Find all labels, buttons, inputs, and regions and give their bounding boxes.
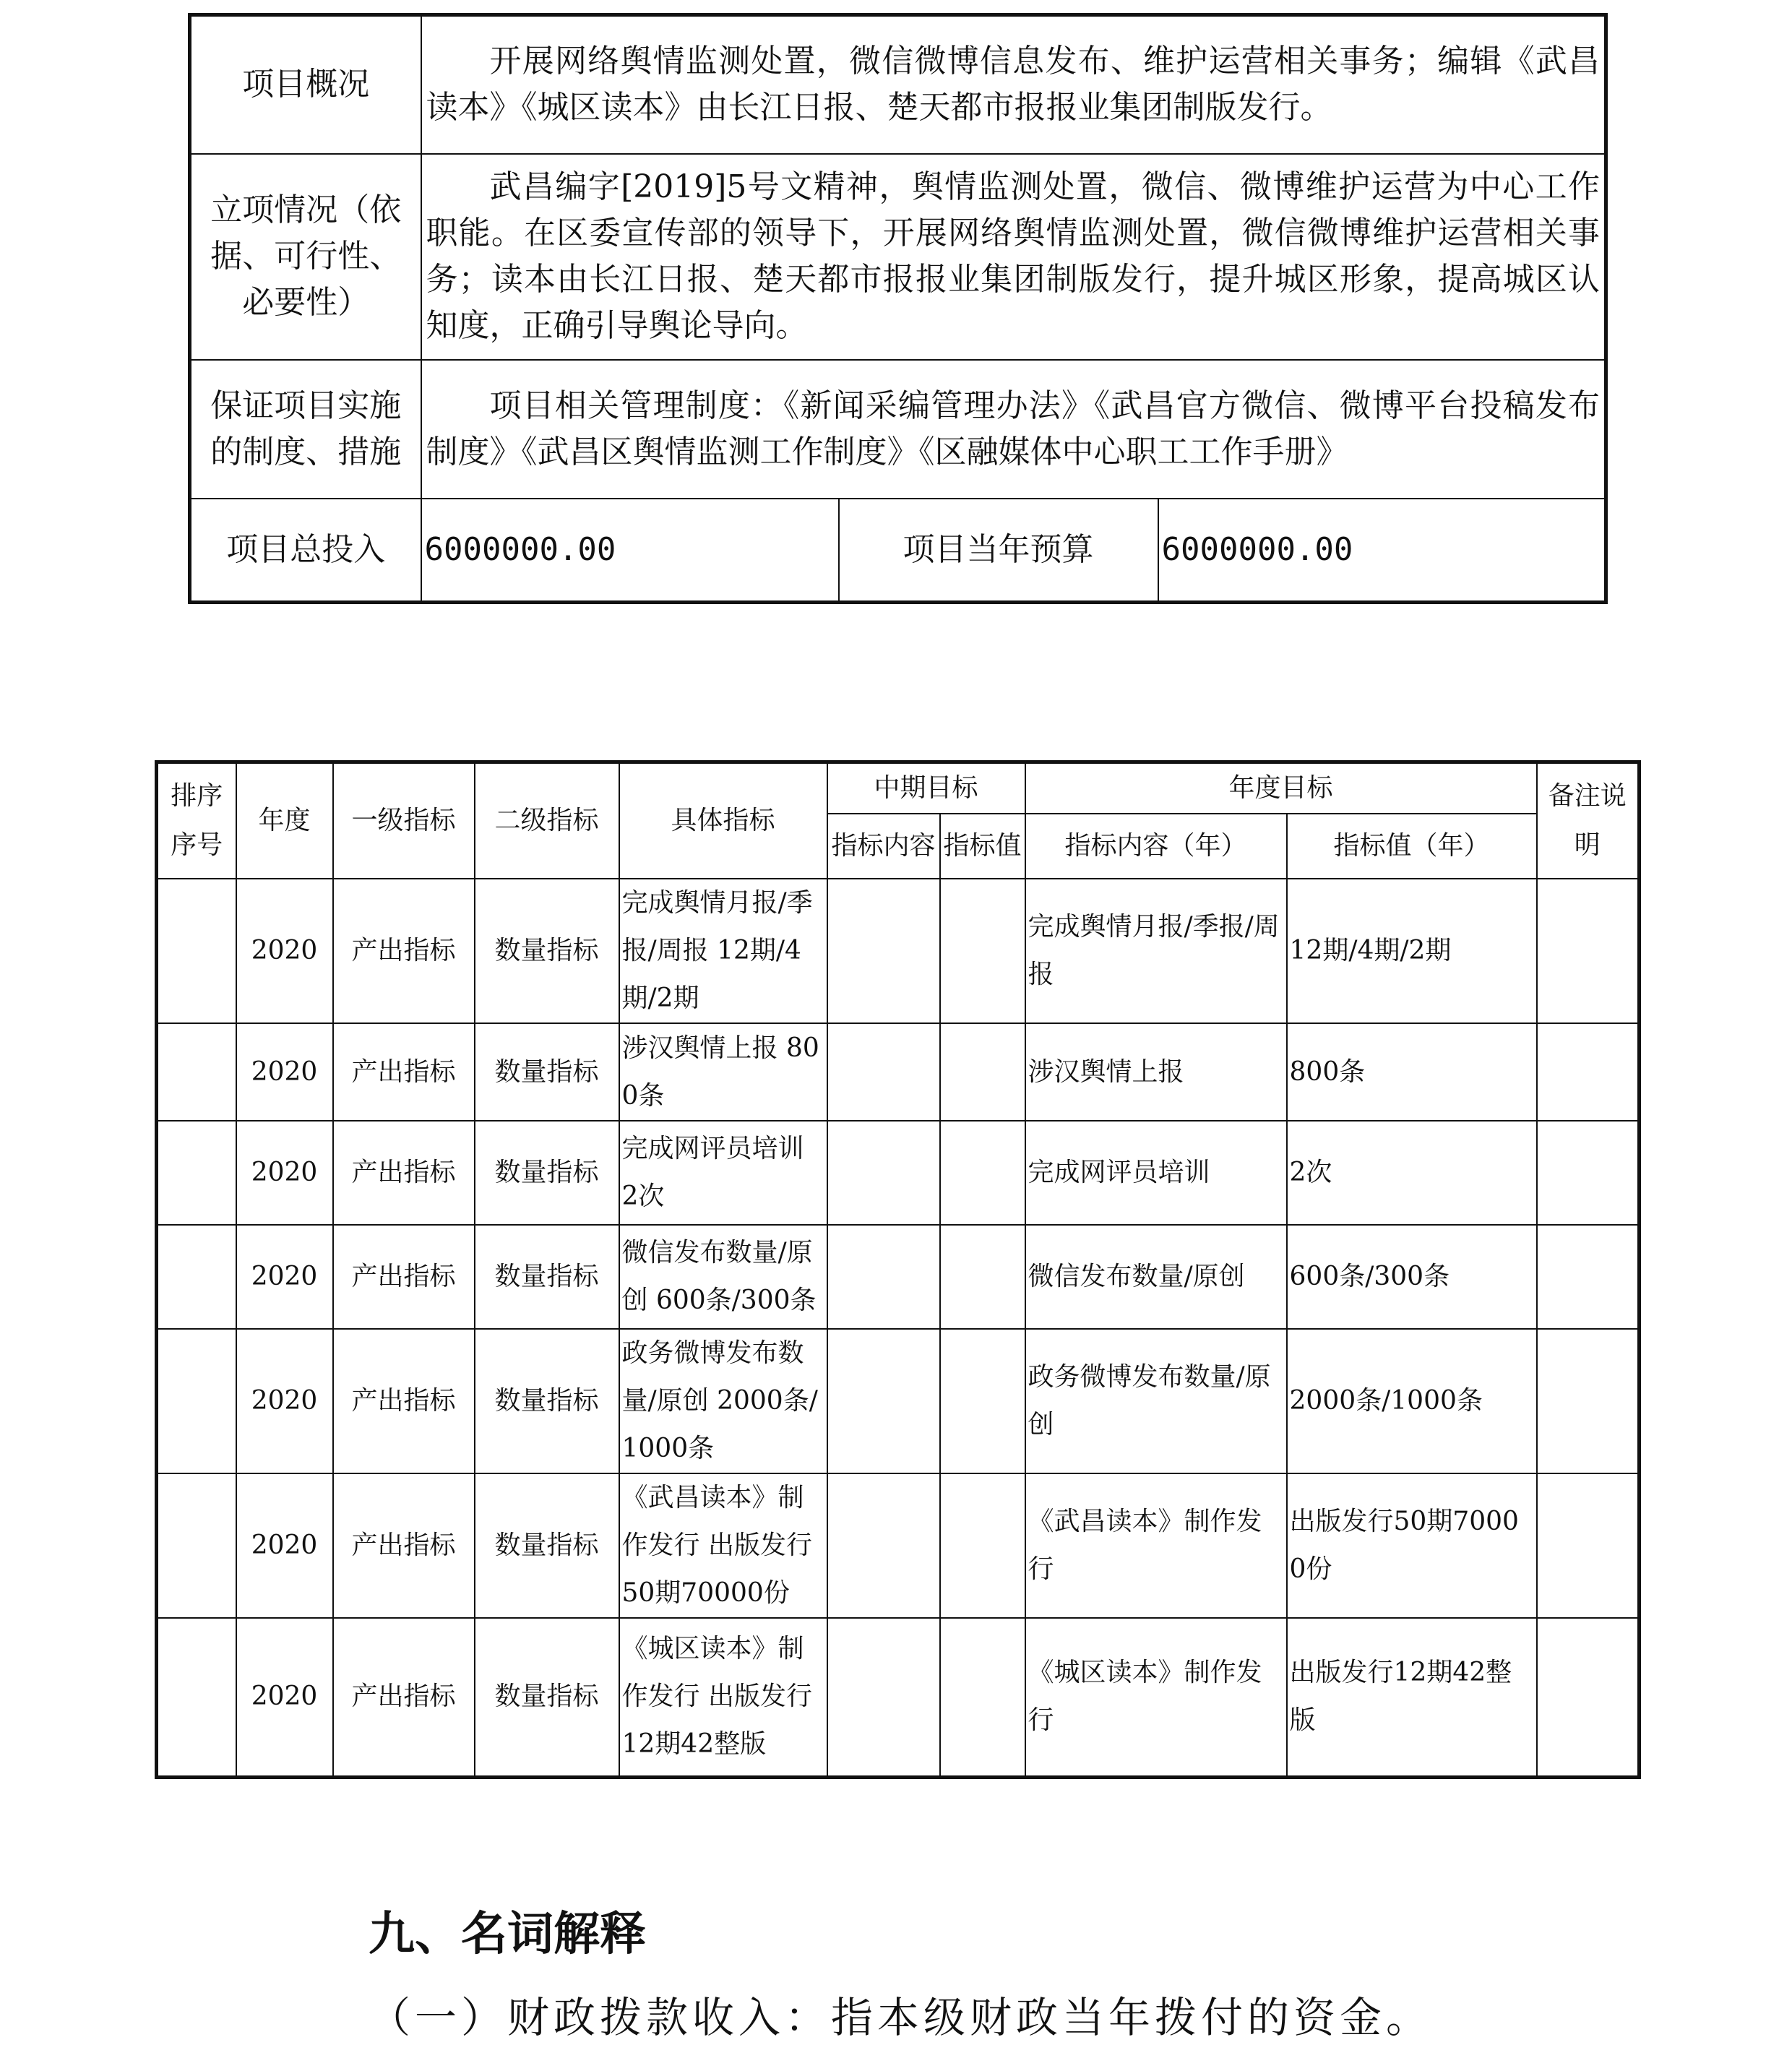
remarks-cell: [1537, 1618, 1640, 1777]
annual-content-cell: 完成网评员培训: [1025, 1121, 1287, 1225]
remarks-cell: [1537, 1121, 1640, 1225]
specific-cell: 《城区读本》制作发行 出版发行12期42整版: [619, 1618, 827, 1777]
mid-value-cell: [940, 1618, 1025, 1777]
level2-cell: 数量指标: [475, 1225, 619, 1329]
annual-content-cell: 涉汉舆情上报: [1025, 1023, 1287, 1121]
basis-text: 武昌编字[2019]5号文精神，舆情监测处置，微信、微博维护运营为中心工作职能。在区委宣传部的领导下，开展网络舆情监测处置，微信微博维护运营相关事务；读本由长江日报、楚天都市报报业集团制版发行，提升城区形象，提高城区认知度，正确引导舆论导向。: [421, 154, 1606, 360]
mid-value-cell: [940, 879, 1025, 1023]
header-specific: 具体指标: [619, 762, 827, 879]
level1-cell: 产出指标: [333, 1473, 475, 1618]
annual-budget-label: 项目当年预算: [839, 499, 1158, 603]
seq-cell: [157, 1225, 236, 1329]
table-row: [157, 1618, 1640, 1777]
header-annual-content: 指标内容（年）: [1025, 814, 1287, 879]
seq-cell: [157, 879, 236, 1023]
table-row: [157, 1121, 1640, 1225]
year-cell: 2020: [236, 1329, 333, 1473]
mid-value-cell: [940, 1023, 1025, 1121]
table-row: [157, 1329, 1640, 1473]
level2-cell: 数量指标: [475, 1023, 619, 1121]
mid-content-cell: [827, 1121, 940, 1225]
table-row: [157, 1023, 1640, 1121]
level2-cell: 数量指标: [475, 1329, 619, 1473]
table-row: [157, 1225, 1640, 1329]
performance-target-table: [155, 760, 1641, 1779]
year-cell: 2020: [236, 1225, 333, 1329]
specific-cell: 《武昌读本》制作发行 出版发行50期70000份: [619, 1473, 827, 1618]
year-cell: 2020: [236, 1473, 333, 1618]
mid-content-cell: [827, 879, 940, 1023]
total-invest-value: 6000000.00: [421, 499, 839, 603]
header-annual: 年度目标: [1025, 762, 1537, 814]
mid-content-cell: [827, 1225, 940, 1329]
header-mid-content: 指标内容: [827, 814, 940, 879]
annual-value-cell: 2000条/1000条: [1287, 1329, 1537, 1473]
measures-text: 项目相关管理制度：《新闻采编管理办法》《武昌官方微信、微博平台投稿发布制度》《武昌区舆情监测工作制度》《区融媒体中心职工工作手册》: [421, 360, 1606, 499]
annual-content-cell: 完成舆情月报/季报/周报: [1025, 879, 1287, 1023]
remarks-cell: [1537, 1329, 1640, 1473]
mid-value-cell: [940, 1473, 1025, 1618]
seq-cell: [157, 1121, 236, 1225]
annual-content-cell: 《武昌读本》制作发行: [1025, 1473, 1287, 1618]
seq-cell: [157, 1023, 236, 1121]
overview-text: 开展网络舆情监测处置，微信微博信息发布、维护运营相关事务；编辑《武昌读本》《城区读本》由长江日报、楚天都市报报业集团制版发行。: [421, 15, 1606, 154]
level2-cell: 数量指标: [475, 1618, 619, 1777]
header-year: 年度: [236, 762, 333, 879]
seq-cell: [157, 1473, 236, 1618]
overview-row: [190, 15, 1606, 154]
table-row: [157, 1473, 1640, 1618]
header-seq: 排序序号: [157, 762, 236, 879]
mid-value-cell: [940, 1121, 1025, 1225]
level1-cell: 产出指标: [333, 1121, 475, 1225]
basis-label: 立项情况（依据、可行性、必要性）: [190, 154, 421, 360]
year-cell: 2020: [236, 1121, 333, 1225]
table-row: [157, 879, 1640, 1023]
section-heading: 九、名词解释: [369, 1908, 646, 1961]
remarks-cell: [1537, 1225, 1640, 1329]
header-level1: 一级指标: [333, 762, 475, 879]
annual-value-cell: 600条/300条: [1287, 1225, 1537, 1329]
level2-cell: 数量指标: [475, 1121, 619, 1225]
header-row-1: [157, 762, 1640, 814]
specific-cell: 微信发布数量/原创 600条/300条: [619, 1225, 827, 1329]
specific-cell: 完成舆情月报/季报/周报 12期/4期/2期: [619, 879, 827, 1023]
annual-value-cell: 2次: [1287, 1121, 1537, 1225]
level1-cell: 产出指标: [333, 1329, 475, 1473]
annual-budget-value: 6000000.00: [1158, 499, 1606, 603]
level2-cell: 数量指标: [475, 879, 619, 1023]
mid-content-cell: [827, 1329, 940, 1473]
level1-cell: 产出指标: [333, 1023, 475, 1121]
measures-row: [190, 360, 1606, 499]
year-cell: 2020: [236, 1618, 333, 1777]
mid-content-cell: [827, 1618, 940, 1777]
specific-cell: 政务微博发布数量/原创 2000条/1000条: [619, 1329, 827, 1473]
level1-cell: 产出指标: [333, 1225, 475, 1329]
annual-value-cell: 出版发行50期70000份: [1287, 1473, 1537, 1618]
year-cell: 2020: [236, 1023, 333, 1121]
remarks-cell: [1537, 1023, 1640, 1121]
annual-content-cell: 政务微博发布数量/原创: [1025, 1329, 1287, 1473]
measures-label: 保证项目实施的制度、措施: [190, 360, 421, 499]
year-cell: 2020: [236, 879, 333, 1023]
annual-value-cell: 出版发行12期42整版: [1287, 1618, 1537, 1777]
header-annual-value: 指标值（年）: [1287, 814, 1537, 879]
mid-value-cell: [940, 1329, 1025, 1473]
mid-content-cell: [827, 1473, 940, 1618]
level1-cell: 产出指标: [333, 1618, 475, 1777]
header-midterm: 中期目标: [827, 762, 1025, 814]
header-mid-value: 指标值: [940, 814, 1025, 879]
header-level2: 二级指标: [475, 762, 619, 879]
basis-row: [190, 154, 1606, 360]
remarks-cell: [1537, 879, 1640, 1023]
level2-cell: 数量指标: [475, 1473, 619, 1618]
specific-cell: 涉汉舆情上报 800条: [619, 1023, 827, 1121]
annual-value-cell: 800条: [1287, 1023, 1537, 1121]
remarks-cell: [1537, 1473, 1640, 1618]
project-info-table: [188, 13, 1608, 604]
mid-content-cell: [827, 1023, 940, 1121]
specific-cell: 完成网评员培训 2次: [619, 1121, 827, 1225]
total-invest-label: 项目总投入: [190, 499, 421, 603]
budget-row: [190, 499, 1606, 603]
annual-content-cell: 《城区读本》制作发行: [1025, 1618, 1287, 1777]
seq-cell: [157, 1618, 236, 1777]
mid-value-cell: [940, 1225, 1025, 1329]
annual-content-cell: 微信发布数量/原创: [1025, 1225, 1287, 1329]
section-item-1: （一）财政拨款收入：指本级财政当年拨付的资金。: [369, 1993, 1433, 2042]
overview-label: 项目概况: [190, 15, 421, 154]
header-remarks: 备注说明: [1537, 762, 1640, 879]
seq-cell: [157, 1329, 236, 1473]
annual-value-cell: 12期/4期/2期: [1287, 879, 1537, 1023]
level1-cell: 产出指标: [333, 879, 475, 1023]
